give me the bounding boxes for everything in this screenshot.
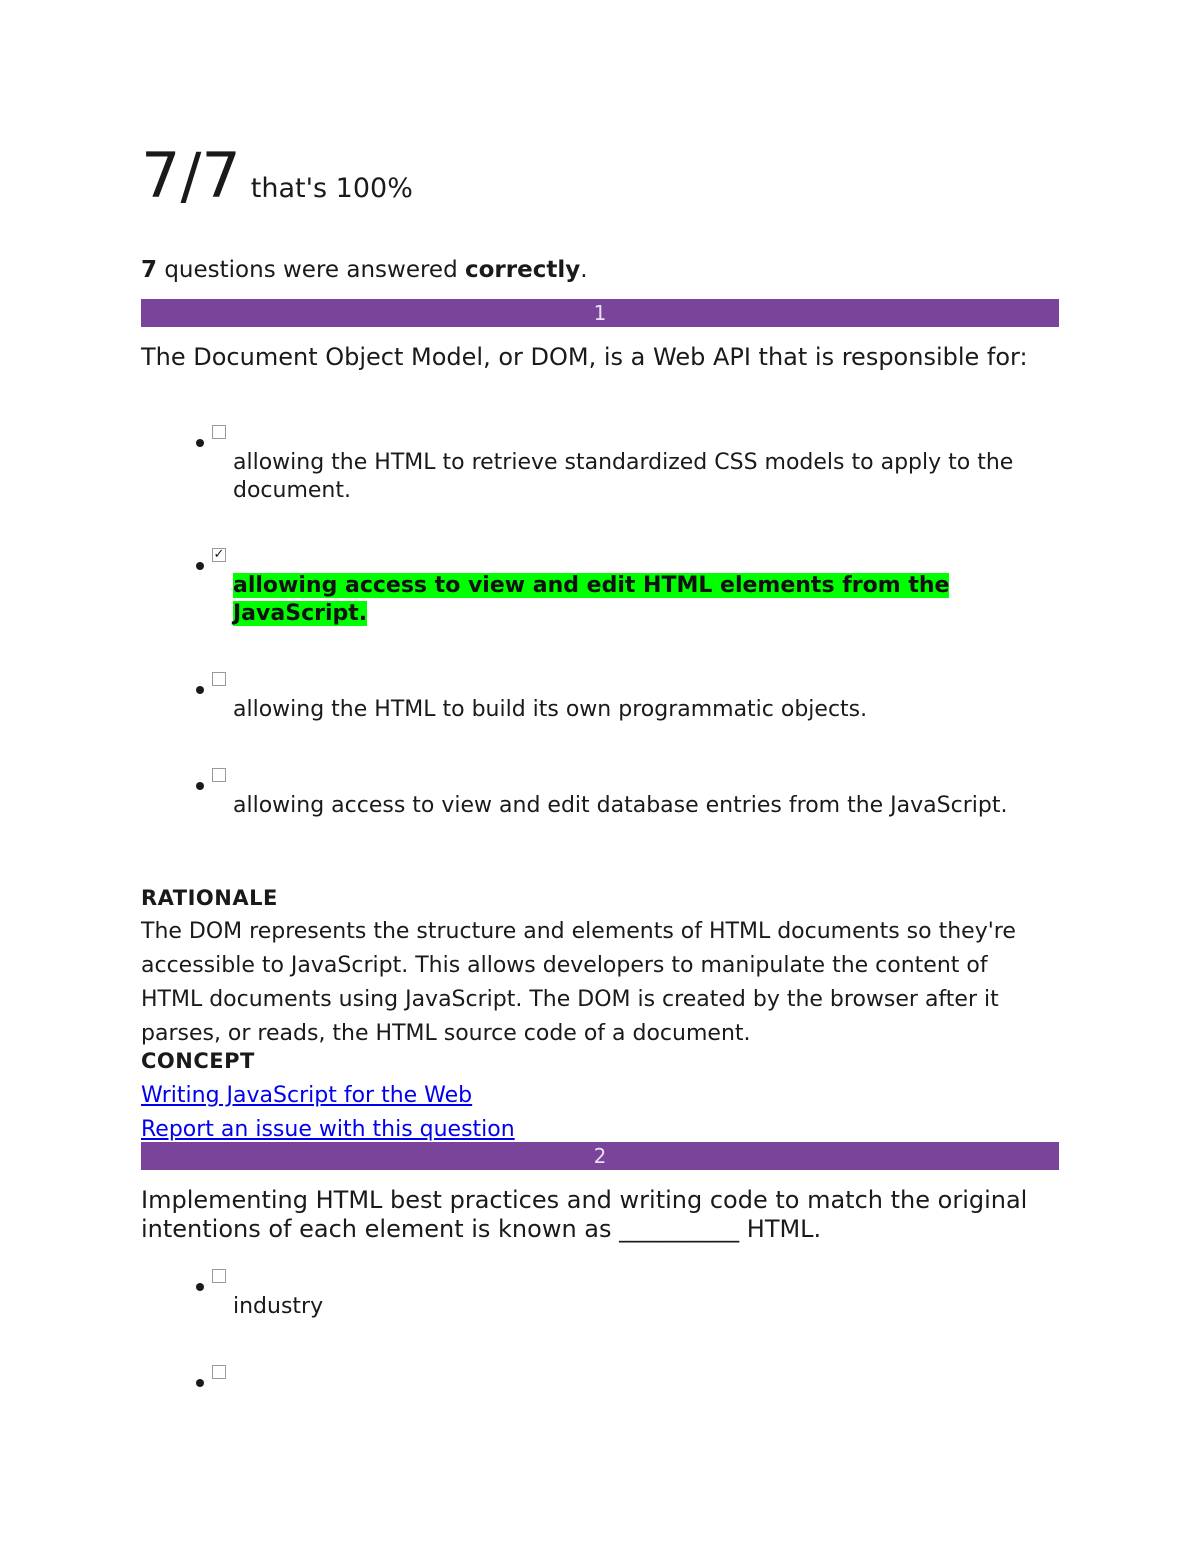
concept-heading: CONCEPT bbox=[141, 1049, 255, 1073]
question-prompt: The Document Object Model, or DOM, is a Web API that is responsible for: bbox=[141, 343, 1028, 371]
question-prompt: Implementing HTML best practices and writing code to match the original intentions of each element is known as __________ HTML. bbox=[141, 1186, 1028, 1243]
score-percent: that's 100% bbox=[250, 173, 413, 204]
option-text-correct bbox=[233, 572, 1033, 628]
score-header bbox=[141, 140, 413, 212]
correct-count: 7 bbox=[141, 257, 158, 283]
correct-answer-highlight: allowing access to view and edit HTML elements from the JavaScript. bbox=[233, 573, 950, 626]
summary-middle: questions were answered bbox=[157, 257, 465, 283]
question-number-bar: 2 bbox=[141, 1142, 1059, 1170]
option-text: allowing the HTML to retrieve standardized CSS models to apply to the document. bbox=[233, 450, 1014, 503]
bullet bbox=[196, 686, 204, 694]
question-number-bar: 1 bbox=[141, 299, 1059, 327]
results-summary bbox=[141, 256, 588, 284]
checkbox-unchecked-icon[interactable] bbox=[212, 672, 226, 686]
bullet bbox=[196, 562, 204, 570]
bullet bbox=[196, 439, 204, 447]
checkbox-checked-icon[interactable]: ✓ bbox=[213, 547, 225, 562]
checkbox-unchecked-icon[interactable] bbox=[212, 768, 226, 782]
concept-link[interactable]: Writing JavaScript for the Web bbox=[141, 1083, 473, 1108]
score-fraction: 7/7 bbox=[141, 139, 241, 212]
bullet bbox=[196, 782, 204, 790]
bullet bbox=[196, 1379, 204, 1387]
checkbox-unchecked-icon[interactable] bbox=[212, 1269, 226, 1283]
checkbox-unchecked-icon[interactable] bbox=[212, 425, 226, 439]
summary-status: correctly bbox=[465, 257, 581, 283]
rationale-text: The DOM represents the structure and elements of HTML documents so they're accessible to JavaScript. This allows developers to manipulate the content of HTML documents using JavaScript. The DOM is created by the browser after it parses, or reads, the HTML source code of a document. bbox=[141, 919, 1016, 1046]
checkbox-unchecked-icon[interactable] bbox=[212, 1365, 226, 1379]
rationale-heading: RATIONALE bbox=[141, 886, 278, 910]
option-text: allowing access to view and edit database entries from the JavaScript. bbox=[233, 793, 1008, 818]
option-text: industry bbox=[233, 1294, 324, 1319]
option-text: allowing the HTML to build its own programmatic objects. bbox=[233, 697, 868, 722]
report-issue-link[interactable]: Report an issue with this question bbox=[141, 1117, 515, 1142]
summary-end: . bbox=[580, 257, 588, 283]
bullet bbox=[196, 1283, 204, 1291]
